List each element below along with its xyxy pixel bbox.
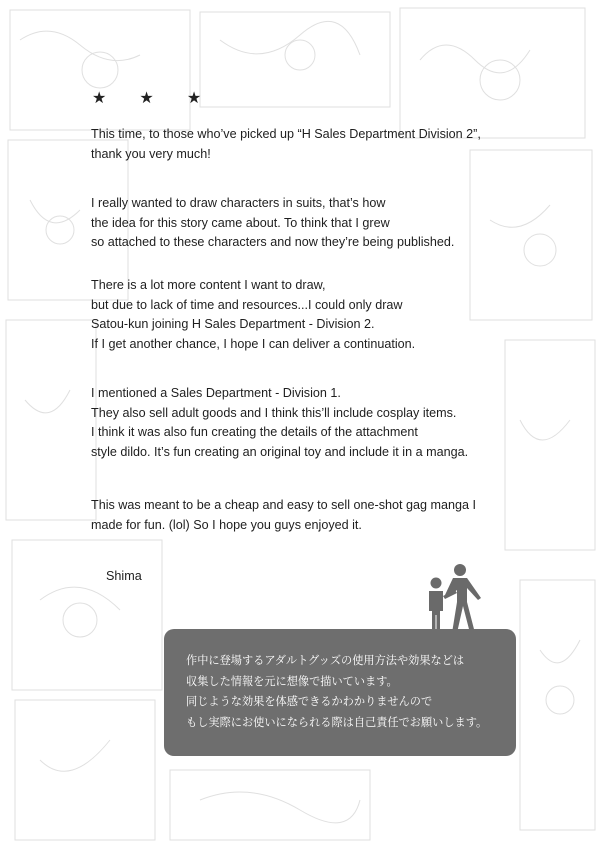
disclaimer-box — [164, 629, 516, 756]
paragraph-thanks: This time, to those who’ve picked up “H Sales Department Division 2”, thank you very much! — [91, 127, 481, 161]
author-signature: Shima — [106, 569, 142, 583]
disclaimer-text: 作中に登場するアダルトグッズの使用方法や効果などは 収集した情報を元に想像で描いています。 同じような効果を体感できるかわかりませんので もし実際にお使いになられる際は自己責任でお願いします。 — [186, 654, 488, 729]
paragraph-suits: I really wanted to draw characters in suits, that’s how the idea for this story came about. To think that I grew so attached to these characters and now they’re being published. — [91, 196, 455, 250]
paragraph-more-content: There is a lot more content I want to draw, but due to lack of time and resources...I could only draw Satou-kun joining H Sales Department - Division 2. If I get another chance, I hope I can deliver a continuation. — [91, 278, 416, 351]
paragraph-gag-manga: This was meant to be a cheap and easy to sell one-shot gag manga I made for fun. (lol) So I hope you guys enjoyed it. — [91, 498, 477, 532]
star-divider: ★ ★ ★ — [92, 88, 216, 107]
paragraph-division-one: I mentioned a Sales Department - Division 1. They also sell adult goods and I think this’ll include cosplay items. I think it was also fun creating the details of the attachment style dildo. It’s fun creating an original toy and include it in a manga. — [91, 386, 469, 459]
two-person-pictogram-icon — [420, 563, 500, 635]
